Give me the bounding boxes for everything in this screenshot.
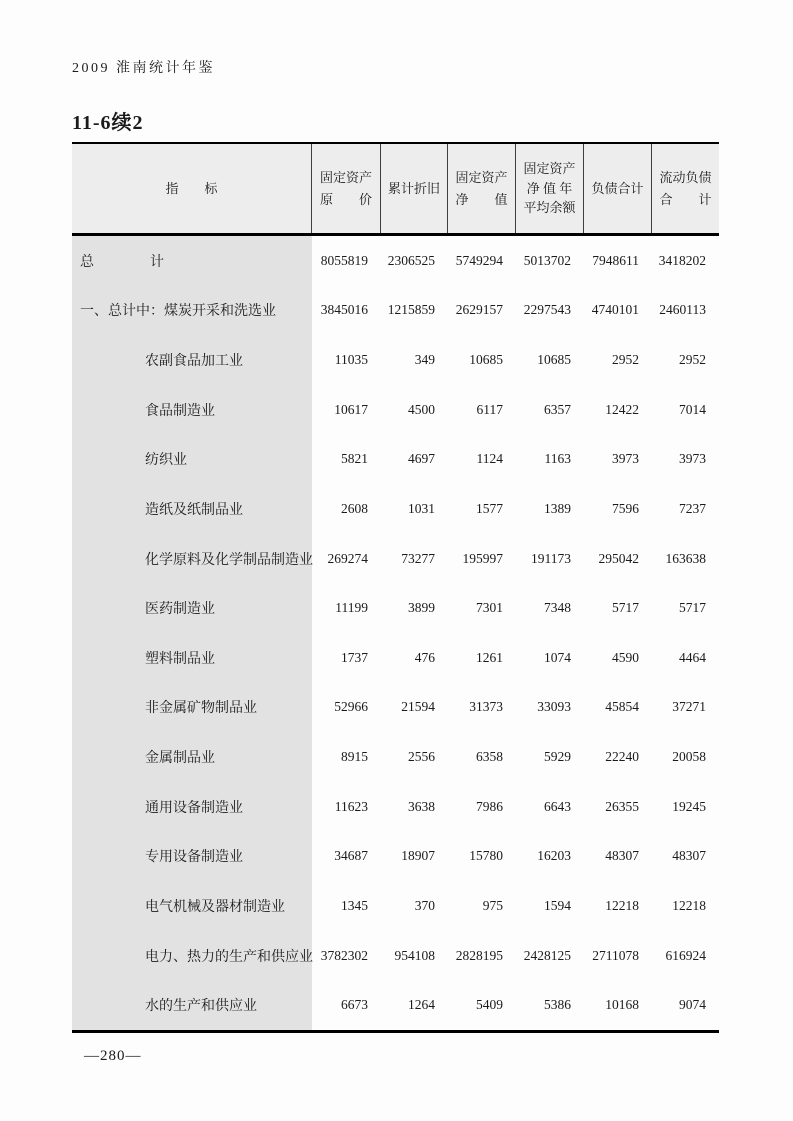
row-indicator-cell <box>72 435 312 485</box>
cell-total-liabilities: 26355 <box>605 798 639 814</box>
cell-fixed-assets-original-value: 269274 <box>327 550 368 566</box>
row-indicator-label: 水的生产和供应业 <box>145 999 257 1015</box>
row-indicator-label: 总 计 <box>80 254 164 270</box>
row-indicator-cell <box>72 980 312 1030</box>
cell-total-current-liabilities: 2952 <box>679 352 706 368</box>
cell-fixed-assets-original-value: 8055819 <box>320 252 368 268</box>
cell-fixed-assets-net-value: 1261 <box>476 649 503 665</box>
cell-net-value-annual-average: 6357 <box>544 401 571 417</box>
cell-accumulated-depreciation: 476 <box>414 649 435 665</box>
cell-total-liabilities: 22240 <box>605 749 639 765</box>
column-header-line: 固定资产 <box>523 161 576 177</box>
row-indicator-label: 塑料制品业 <box>145 651 215 667</box>
cell-total-current-liabilities: 20058 <box>672 749 706 765</box>
cell-total-current-liabilities: 7014 <box>679 401 706 417</box>
row-indicator-cell <box>72 881 312 931</box>
row-indicator-cell <box>72 732 312 782</box>
cell-total-liabilities: 295042 <box>598 550 639 566</box>
cell-fixed-assets-original-value: 3845016 <box>320 302 368 318</box>
cell-total-current-liabilities: 37271 <box>672 699 706 715</box>
row-indicator-label: 电气机械及器材制造业 <box>145 899 285 915</box>
table-row <box>72 484 719 534</box>
row-indicator-cell <box>72 931 312 981</box>
table-row <box>72 732 719 782</box>
table-row <box>72 980 719 1030</box>
cell-total-liabilities: 5717 <box>612 600 639 616</box>
cell-accumulated-depreciation: 349 <box>414 352 435 368</box>
row-indicator-label: 造纸及纸制品业 <box>145 502 243 518</box>
cell-accumulated-depreciation: 954108 <box>394 947 435 963</box>
cell-fixed-assets-net-value: 5409 <box>476 997 503 1013</box>
cell-total-liabilities: 12422 <box>605 401 639 417</box>
cell-fixed-assets-original-value: 1345 <box>341 897 368 913</box>
statistics-table <box>72 142 719 1033</box>
cell-fixed-assets-original-value: 6673 <box>341 997 368 1013</box>
cell-net-value-annual-average: 1389 <box>544 500 571 516</box>
cell-accumulated-depreciation: 73277 <box>401 550 435 566</box>
cell-accumulated-depreciation: 3638 <box>408 798 435 814</box>
cell-net-value-annual-average: 10685 <box>537 352 571 368</box>
cell-net-value-annual-average: 191173 <box>531 550 571 566</box>
row-indicator-label: 农副食品加工业 <box>145 354 243 370</box>
table-row <box>72 583 719 633</box>
cell-net-value-annual-average: 1163 <box>544 451 571 467</box>
cell-total-liabilities: 7596 <box>612 500 639 516</box>
cell-total-liabilities: 7948611 <box>592 252 639 268</box>
column-header-net-value-annual-average <box>516 144 584 233</box>
cell-accumulated-depreciation: 2306525 <box>387 252 435 268</box>
cell-fixed-assets-original-value: 11199 <box>335 600 368 616</box>
cell-net-value-annual-average: 16203 <box>537 848 571 864</box>
row-indicator-label: 通用设备制造业 <box>145 800 243 816</box>
book-title: 2009 淮南统计年鉴 <box>72 61 215 76</box>
cell-net-value-annual-average: 2297543 <box>523 302 571 318</box>
row-indicator-cell <box>72 683 312 733</box>
cell-fixed-assets-original-value: 10617 <box>334 401 368 417</box>
cell-total-current-liabilities: 163638 <box>665 550 706 566</box>
table-row <box>72 534 719 584</box>
column-header-line: 合 计 <box>659 191 712 207</box>
cell-fixed-assets-net-value: 1124 <box>476 451 503 467</box>
cell-total-current-liabilities: 12218 <box>672 897 706 913</box>
column-header-line: 固定资产 <box>455 170 508 186</box>
cell-net-value-annual-average: 1594 <box>544 897 571 913</box>
cell-accumulated-depreciation: 1031 <box>408 500 435 516</box>
cell-total-liabilities: 12218 <box>605 897 639 913</box>
table-row <box>72 286 719 336</box>
page-number: —280— <box>84 1048 142 1064</box>
row-indicator-cell <box>72 286 312 336</box>
cell-total-current-liabilities: 48307 <box>672 848 706 864</box>
row-indicator-cell <box>72 385 312 435</box>
cell-fixed-assets-net-value: 31373 <box>469 699 503 715</box>
cell-fixed-assets-net-value: 15780 <box>469 848 503 864</box>
column-header-line: 原 价 <box>319 191 372 207</box>
cell-accumulated-depreciation: 18907 <box>401 848 435 864</box>
cell-total-liabilities: 3973 <box>612 451 639 467</box>
cell-total-current-liabilities: 9074 <box>679 997 706 1013</box>
row-indicator-cell <box>72 236 312 286</box>
cell-accumulated-depreciation: 370 <box>414 897 435 913</box>
table-body <box>72 236 719 1033</box>
cell-fixed-assets-original-value: 11035 <box>334 352 368 368</box>
cell-net-value-annual-average: 5929 <box>544 749 571 765</box>
cell-fixed-assets-original-value: 11623 <box>334 798 368 814</box>
column-header-line: 指 标 <box>165 180 218 196</box>
cell-total-liabilities: 2952 <box>612 352 639 368</box>
row-indicator-cell <box>72 583 312 633</box>
cell-total-liabilities: 10168 <box>605 997 639 1013</box>
cell-net-value-annual-average: 7348 <box>544 600 571 616</box>
cell-fixed-assets-original-value: 52966 <box>334 699 368 715</box>
cell-total-current-liabilities: 19245 <box>672 798 706 814</box>
table-row <box>72 633 719 683</box>
cell-total-liabilities: 4590 <box>612 649 639 665</box>
cell-total-current-liabilities: 3418202 <box>658 252 706 268</box>
row-indicator-label: 纺织业 <box>145 453 187 469</box>
cell-accumulated-depreciation: 2556 <box>408 749 435 765</box>
cell-total-current-liabilities: 7237 <box>679 500 706 516</box>
cell-fixed-assets-net-value: 2828195 <box>455 947 503 963</box>
cell-fixed-assets-net-value: 6358 <box>476 749 503 765</box>
row-indicator-label: 一、总计中：煤炭开采和洗选业 <box>80 304 276 320</box>
column-header-total-liabilities <box>584 144 652 233</box>
cell-total-current-liabilities: 5717 <box>679 600 706 616</box>
row-indicator-label: 食品制造业 <box>145 403 215 419</box>
cell-net-value-annual-average: 5013702 <box>523 252 571 268</box>
table-number-title: 11-6续2 <box>72 112 144 134</box>
cell-net-value-annual-average: 33093 <box>537 699 571 715</box>
column-header-total-current-liabilities <box>652 144 719 233</box>
cell-total-liabilities: 45854 <box>605 699 639 715</box>
cell-accumulated-depreciation: 1264 <box>408 997 435 1013</box>
cell-fixed-assets-original-value: 34687 <box>334 848 368 864</box>
cell-total-liabilities: 4740101 <box>591 302 639 318</box>
cell-accumulated-depreciation: 4500 <box>408 401 435 417</box>
column-header-line: 净 值 年 <box>526 180 573 196</box>
cell-total-current-liabilities: 2460113 <box>659 302 706 318</box>
cell-total-current-liabilities: 4464 <box>679 649 706 665</box>
row-indicator-cell <box>72 832 312 882</box>
column-header-fixed-assets-net-value <box>448 144 516 233</box>
cell-fixed-assets-original-value: 3782302 <box>320 947 368 963</box>
cell-accumulated-depreciation: 21594 <box>401 699 435 715</box>
column-header-accumulated-depreciation <box>381 144 448 233</box>
row-indicator-label: 金属制品业 <box>145 751 215 767</box>
cell-fixed-assets-net-value: 5749294 <box>455 252 503 268</box>
table-row <box>72 832 719 882</box>
table-header-row <box>72 142 719 236</box>
table-row <box>72 236 719 286</box>
cell-accumulated-depreciation: 4697 <box>408 451 435 467</box>
row-indicator-cell <box>72 633 312 683</box>
table-row <box>72 931 719 981</box>
cell-net-value-annual-average: 2428125 <box>523 947 571 963</box>
cell-total-current-liabilities: 616924 <box>665 947 706 963</box>
column-header-line: 平均余额 <box>523 200 576 216</box>
cell-fixed-assets-net-value: 195997 <box>462 550 503 566</box>
row-indicator-cell <box>72 782 312 832</box>
cell-fixed-assets-net-value: 7301 <box>476 600 503 616</box>
row-indicator-label: 专用设备制造业 <box>145 850 243 866</box>
row-indicator-label: 非金属矿物制品业 <box>145 701 257 717</box>
cell-net-value-annual-average: 6643 <box>544 798 571 814</box>
cell-total-liabilities: 48307 <box>605 848 639 864</box>
table-row <box>72 335 719 385</box>
row-indicator-cell <box>72 484 312 534</box>
table-row <box>72 385 719 435</box>
column-header-line: 固定资产 <box>319 170 372 186</box>
column-header-line: 负债合计 <box>591 180 644 196</box>
cell-fixed-assets-net-value: 2629157 <box>455 302 503 318</box>
cell-fixed-assets-net-value: 10685 <box>469 352 503 368</box>
table-row <box>72 782 719 832</box>
cell-total-current-liabilities: 3973 <box>679 451 706 467</box>
cell-net-value-annual-average: 5386 <box>544 997 571 1013</box>
row-indicator-cell <box>72 335 312 385</box>
row-indicator-cell <box>72 534 312 584</box>
table-row <box>72 683 719 733</box>
table-row <box>72 435 719 485</box>
row-indicator-label: 医药制造业 <box>145 602 215 618</box>
column-header-line: 累计折旧 <box>387 180 440 196</box>
column-header-fixed-assets-original-value <box>312 144 381 233</box>
cell-fixed-assets-original-value: 5821 <box>341 451 368 467</box>
column-header-line: 流动负债 <box>659 170 712 186</box>
cell-net-value-annual-average: 1074 <box>544 649 571 665</box>
column-header-line: 净 值 <box>455 191 508 207</box>
row-indicator-label: 化学原料及化学制品制造业 <box>145 552 313 568</box>
cell-total-liabilities: 2711078 <box>592 947 639 963</box>
cell-accumulated-depreciation: 1215859 <box>387 302 435 318</box>
cell-fixed-assets-original-value: 8915 <box>341 749 368 765</box>
cell-accumulated-depreciation: 3899 <box>408 600 435 616</box>
table-row <box>72 881 719 931</box>
cell-fixed-assets-net-value: 7986 <box>476 798 503 814</box>
cell-fixed-assets-original-value: 2608 <box>341 500 368 516</box>
cell-fixed-assets-original-value: 1737 <box>341 649 368 665</box>
cell-fixed-assets-net-value: 6117 <box>476 401 503 417</box>
row-indicator-label: 电力、热力的生产和供应业 <box>145 949 313 965</box>
column-header-indicator <box>72 144 312 233</box>
cell-fixed-assets-net-value: 975 <box>482 897 503 913</box>
cell-fixed-assets-net-value: 1577 <box>476 500 503 516</box>
